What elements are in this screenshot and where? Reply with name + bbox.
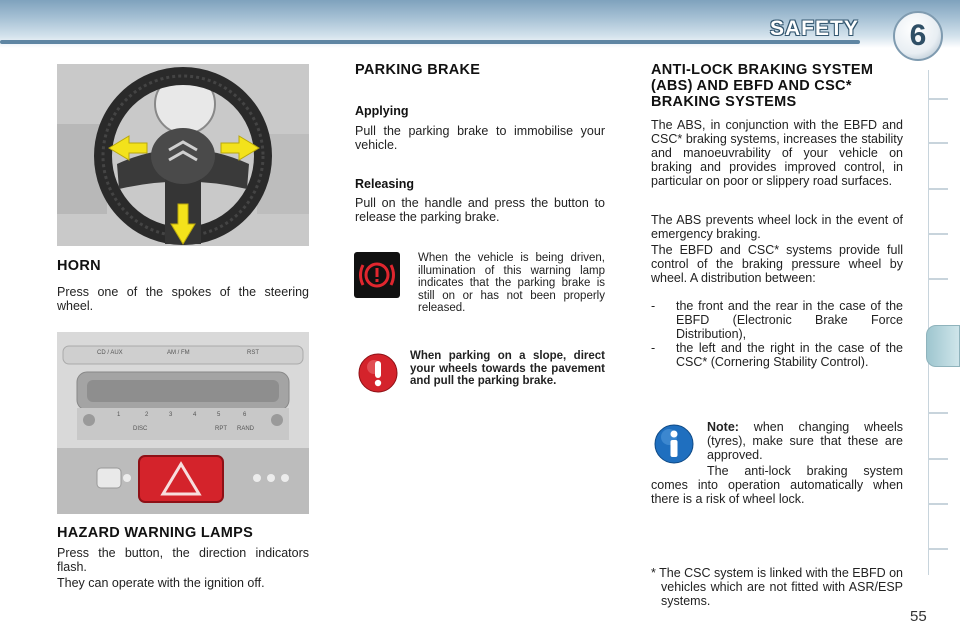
- header-rule: [0, 40, 860, 44]
- dash-disc-label: DISC: [133, 426, 148, 432]
- chapter-tab[interactable]: [928, 142, 948, 144]
- applying-heading: Applying: [355, 104, 409, 118]
- abs-bullet-1-text: the front and the rear in the case of the EBFD (Electronic Brake Force Distribution),: [676, 299, 903, 341]
- dash-cd-label: CD / AUX: [97, 350, 123, 356]
- note-paragraph-2: [651, 464, 903, 506]
- applying-text: Pull the parking brake to immobilise your vehicle.: [355, 124, 605, 152]
- dash-btn-4: 4: [193, 412, 197, 418]
- chapter-tab[interactable]: [928, 233, 948, 235]
- page-title: SAFETY: [770, 17, 859, 40]
- chapter-badge: 6: [893, 11, 943, 61]
- horn-text: Press one of the spokes of the steering wheel.: [57, 285, 309, 313]
- hazard-text-2: They can operate with the ignition off.: [57, 576, 265, 590]
- exclamation-warning-icon: [358, 353, 398, 393]
- info-icon: [654, 424, 694, 464]
- chapter-tab-strip: [928, 70, 960, 575]
- dash-am-label: AM / FM: [167, 350, 190, 356]
- note-text: [707, 420, 903, 462]
- warning-lamp-text: When the vehicle is being driven, illumination of this warning lamp indicates that the parking brake is still on or has not been properly released.: [418, 252, 605, 314]
- chapter-tab[interactable]: [928, 412, 948, 414]
- dash-btn-3: 3: [169, 412, 173, 418]
- note-paragraph-2-text: The anti-lock braking system comes into operation automatically when there is a risk of wheel lock.: [651, 464, 903, 506]
- chapter-tab[interactable]: [928, 458, 948, 460]
- dash-btn-1: 1: [117, 412, 121, 418]
- steering-wheel-photo: [57, 64, 309, 246]
- hazard-text-1: Press the button, the direction indicators flash.: [57, 546, 309, 574]
- bullet-marker: -: [651, 299, 656, 313]
- chapter-tab[interactable]: [928, 548, 948, 550]
- dash-btn-5: 5: [217, 412, 221, 418]
- releasing-text: Pull on the handle and press the button to release the parking brake.: [355, 196, 605, 224]
- dash-rpt-label: RPT: [215, 426, 227, 432]
- abs-heading: ANTI-LOCK BRAKING SYSTEM (ABS) AND EBFD AND CSC* BRAKING SYSTEMS: [651, 62, 874, 110]
- bullet-marker: -: [651, 341, 656, 355]
- dash-rst-label: RST: [247, 350, 259, 356]
- hazard-switch-photo: [57, 332, 309, 514]
- dash-btn-6: 6: [243, 412, 247, 418]
- note-label: Note:: [707, 420, 739, 434]
- horn-heading: HORN: [57, 258, 101, 274]
- abs-bullet-2-text: the left and the right in the case of the CSC* (Cornering Stability Control).: [676, 341, 903, 369]
- note-body: when changing wheels (tyres), make sure that these are approved.: [707, 420, 903, 462]
- abs-paragraph-1: The ABS, in conjunction with the EBFD and CSC* braking systems, increases the stability and manoeuvrability of your vehicle on braking and provides improved control, in particular on poor or slippery road surfaces.: [651, 118, 903, 188]
- abs-paragraph-3: The EBFD and CSC* systems provide full control of the braking pressure wheel by wheel. A distribution between:: [651, 243, 903, 285]
- chapter-tab[interactable]: [928, 98, 948, 100]
- abs-paragraph-2: The ABS prevents wheel lock in the event of emergency braking.: [651, 213, 903, 241]
- brake-warning-lamp-icon: [354, 252, 400, 298]
- csc-footnote: * The CSC system is linked with the EBFD on vehicles which are not fitted with ASR/ESP systems.: [651, 566, 903, 608]
- abs-bullet-2: [651, 341, 903, 369]
- chapter-tab-active[interactable]: [926, 325, 960, 367]
- dash-btn-2: 2: [145, 412, 149, 418]
- dash-rand-label: RAND: [237, 426, 255, 432]
- slope-warning-text: When parking on a slope, direct your wheels towards the pavement and pull the parking brake.: [410, 350, 605, 387]
- releasing-heading: Releasing: [355, 177, 415, 191]
- chapter-tab[interactable]: [928, 278, 948, 280]
- chapter-tab[interactable]: [928, 503, 948, 505]
- abs-bullet-1: [651, 299, 903, 341]
- page-number: 55: [910, 608, 927, 625]
- chapter-tab[interactable]: [928, 188, 948, 190]
- hazard-heading: HAZARD WARNING LAMPS: [57, 525, 254, 541]
- parking-heading: PARKING BRAKE: [355, 62, 481, 78]
